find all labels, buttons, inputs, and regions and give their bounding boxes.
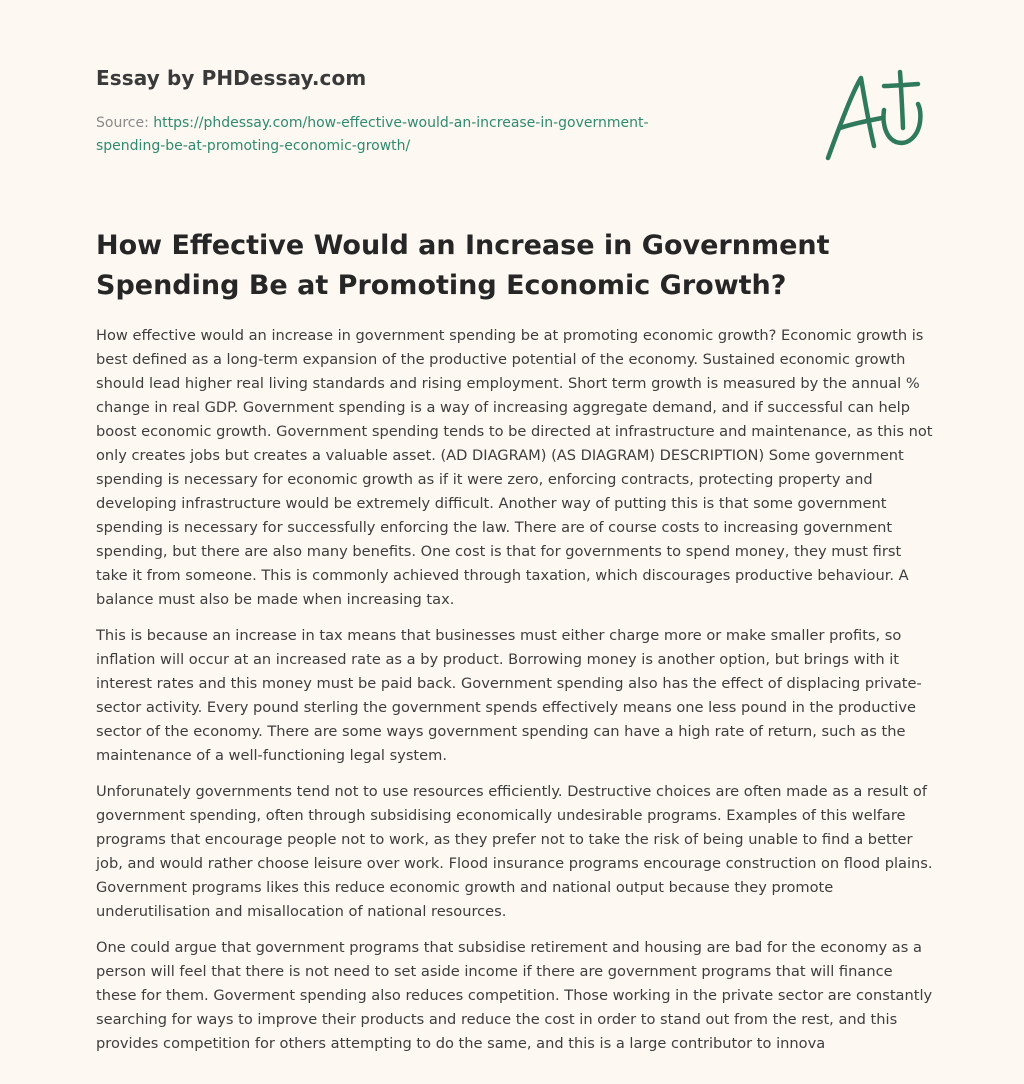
site-brand: Essay by PHDessay.com: [96, 66, 367, 90]
source-line: [96, 112, 716, 158]
paragraph: How effective would an increase in government spending be at promoting economic growth? Economic growth is best defined as a long-term expansion of the productive potential of the economy. Sustained economic growth should lead higher real living standards and rising employment. Short term growth is measured by the annual % change in real GDP. Government spending is a way of increasing aggregate demand, and if successful can help boost economic growth. Government spending tends to be directed at infrastructure and maintenance, as this not only creates jobs but creates a valuable asset. (AD DIAGRAM) (AS DIAGRAM) DESCRIPTION) Some government spending is necessary for economic growth as if it were zero, enforcing contracts, protecting property and developing infrastructure would be extremely difficult. Another way of putting this is that some government spending is necessary for successfully enforcing the law. There are of course costs to increasing government spending, but there are also many benefits. One cost is that for governments to spend money, they must first take it from someone. This is commonly achieved through taxation, which discourages productive behaviour. A balance must also be made when increasing tax.: [96, 327, 933, 608]
essay-body: [96, 324, 934, 1068]
paragraph: Unforunately governments tend not to use resources efficiently. Destructive choices are often made as a result of government spending, often through subsidising economically undesirable programs. Examples of this welfare programs that encourage people not to work, as they prefer not to take the risk of being unable to find a better job, and would rather choose leisure over work. Flood insurance programs encourage construction on flood plains. Government programs likes this reduce economic growth and national output because they promote underutilisation and misallocation of national resources.: [96, 783, 933, 920]
paragraph: This is because an increase in tax means that businesses must either charge more or make smaller profits, so inflation will occur at an increased rate as a by product. Borrowing money is another option, but brings with it interest rates and this money must be paid back. Government spending also has the effect of displacing private-sector activity. Every pound sterling the government spends effectively means one less pound in the productive sector of the economy. There are some ways government spending can have a high rate of return, such as the maintenance of a well-functioning legal system.: [96, 627, 922, 764]
source-link[interactable]: https://phdessay.com/how-effective-would-an-increase-in-government-spending-be-at-promoting-economic-growth/: [96, 115, 649, 154]
paragraph: One could argue that government programs that subsidise retirement and housing are bad for the economy as a person will feel that there is not need to set aside income if there are government programs that will finance these for them. Goverment spending also reduces competition. Those working in the private sector are constantly searching for ways to improve their products and reduce the cost in order to stand out from the rest, and this provides competition for others attempting to do the same, and this is a large contributor to innova: [96, 939, 933, 1052]
essay-title: How Effective Would an Increase in Government Spending Be at Promoting Economic Growth?: [96, 230, 830, 301]
source-label: Source:: [96, 115, 154, 131]
a-plus-grade-icon: [822, 66, 928, 168]
